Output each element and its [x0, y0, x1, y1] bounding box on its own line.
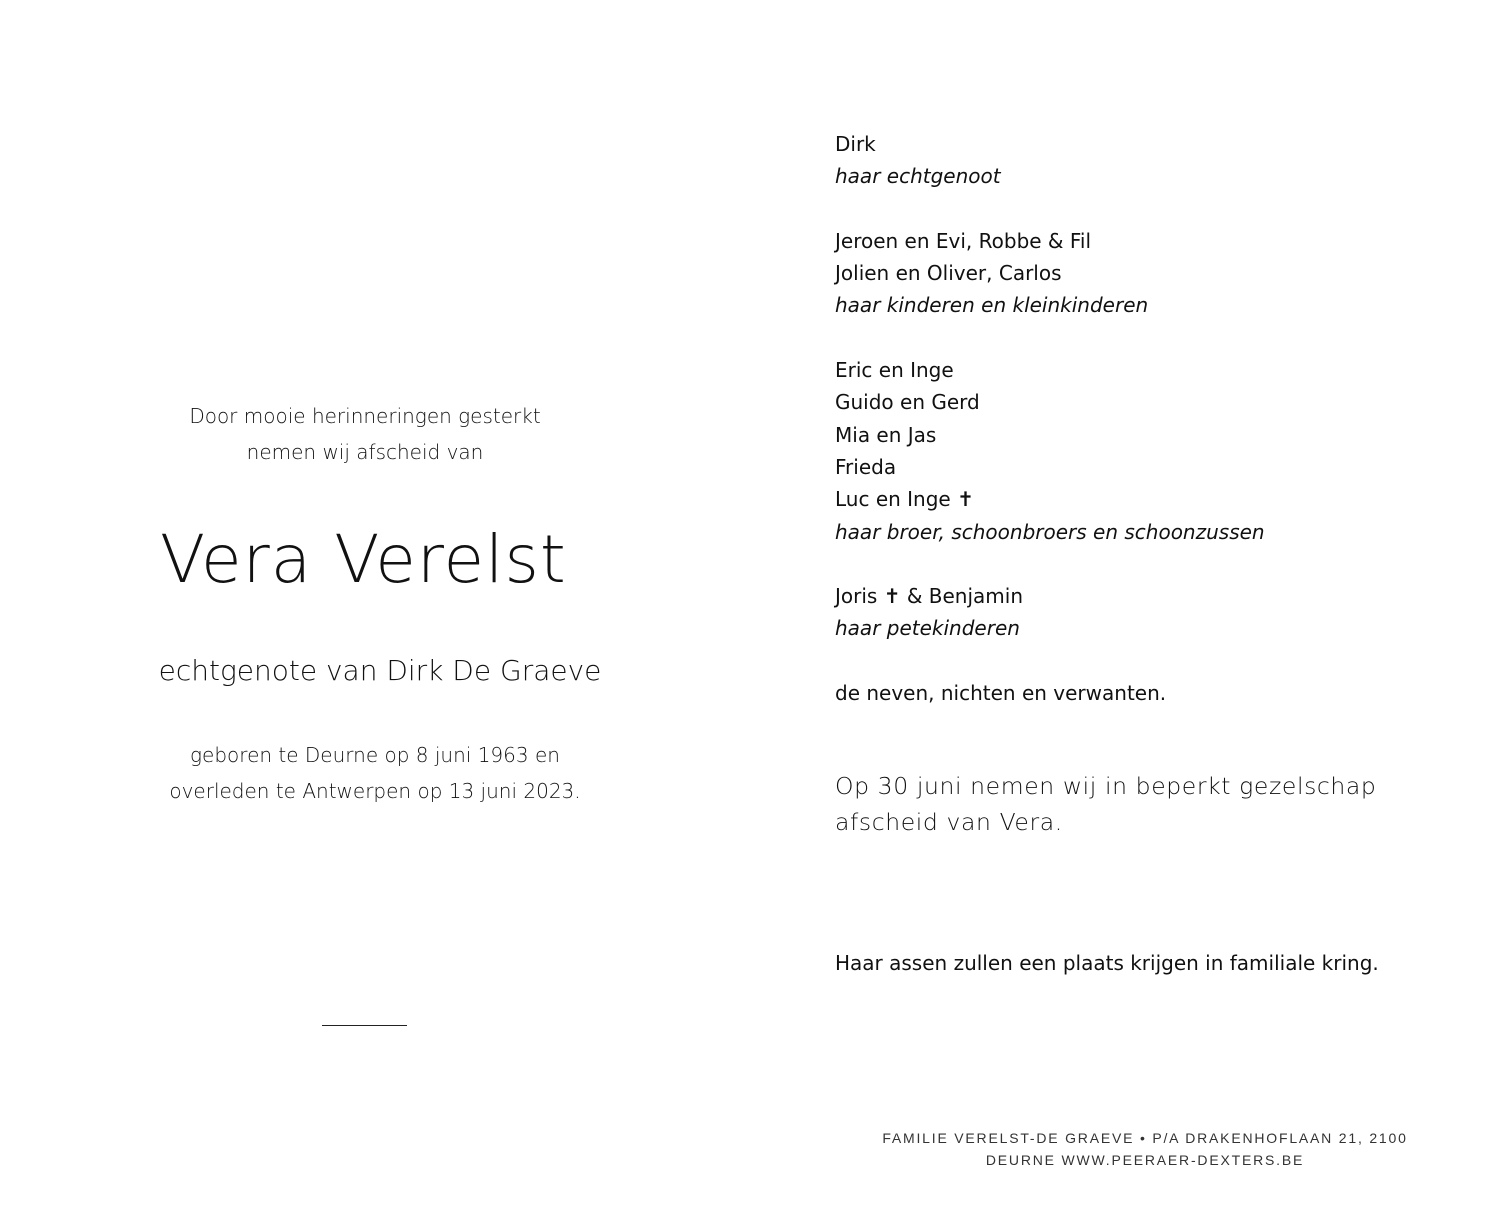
siblings-line-2: Guido en Gerd — [835, 390, 980, 415]
footer-line-1: FAMILIE VERELST-DE GRAEVE • P/A DRAKENHOFLAAN 21, 2100 — [882, 1130, 1408, 1146]
siblings-role: haar broer, schoonbroers en schoonzussen — [835, 519, 1265, 544]
birth-line: geboren te Deurne op 8 juni 1963 en — [190, 743, 560, 767]
godchildren-line — [835, 580, 1485, 612]
siblings-line-5-text: Luc en Inge — [835, 487, 951, 512]
godchildren-role: haar petekinderen — [835, 616, 1020, 641]
spacer — [835, 193, 1485, 225]
spouse-role: haar echtgenoot — [835, 164, 1001, 189]
siblings-line-4: Frieda — [835, 454, 897, 479]
intro-text — [90, 398, 640, 470]
intro-line-2: nemen wij afscheid van — [246, 440, 484, 464]
godchild-name-1: Joris — [835, 584, 878, 609]
spouse-name: Dirk — [835, 132, 876, 156]
footer-address — [835, 1127, 1455, 1171]
intro-line-1: Door mooie herinneringen gesterkt — [189, 404, 541, 428]
spacer — [835, 548, 1485, 580]
godchild-name-2: & Benjamin — [906, 584, 1024, 609]
children-line-1: Jeroen en Evi, Robbe & Fil — [835, 228, 1092, 253]
left-panel — [0, 0, 740, 1214]
cross-icon: ✝ — [883, 584, 901, 609]
children-line-2: Jolien en Oliver, Carlos — [835, 261, 1062, 286]
spacer — [835, 645, 1485, 677]
cross-icon: ✝ — [957, 487, 974, 512]
siblings-line-1: Eric en Inge — [835, 358, 954, 383]
relatives-line: de neven, nichten en verwanten. — [835, 681, 1167, 706]
spouse-line: echtgenote van Dirk De Graeve — [158, 654, 602, 687]
ashes-text: Haar assen zullen een plaats krijgen in familiale kring. — [835, 951, 1379, 975]
death-line: overleden te Antwerpen op 13 juni 2023. — [169, 779, 581, 803]
footer-line-2: DEURNE WWW.PEERAER-DEXTERS.BE — [985, 1152, 1305, 1168]
life-dates — [100, 737, 650, 809]
children-role: haar kinderen en kleinkinderen — [835, 293, 1149, 318]
spacer — [835, 322, 1485, 354]
deceased-name: Vera Verelst — [160, 521, 567, 598]
farewell-text: Op 30 juni nemen wij in beperkt gezelschap afscheid van Vera. — [835, 772, 1377, 836]
siblings-line-5 — [835, 483, 1485, 515]
family-list — [835, 128, 1485, 709]
siblings-line-3: Mia en Jas — [835, 422, 937, 447]
divider-line — [322, 1025, 407, 1026]
